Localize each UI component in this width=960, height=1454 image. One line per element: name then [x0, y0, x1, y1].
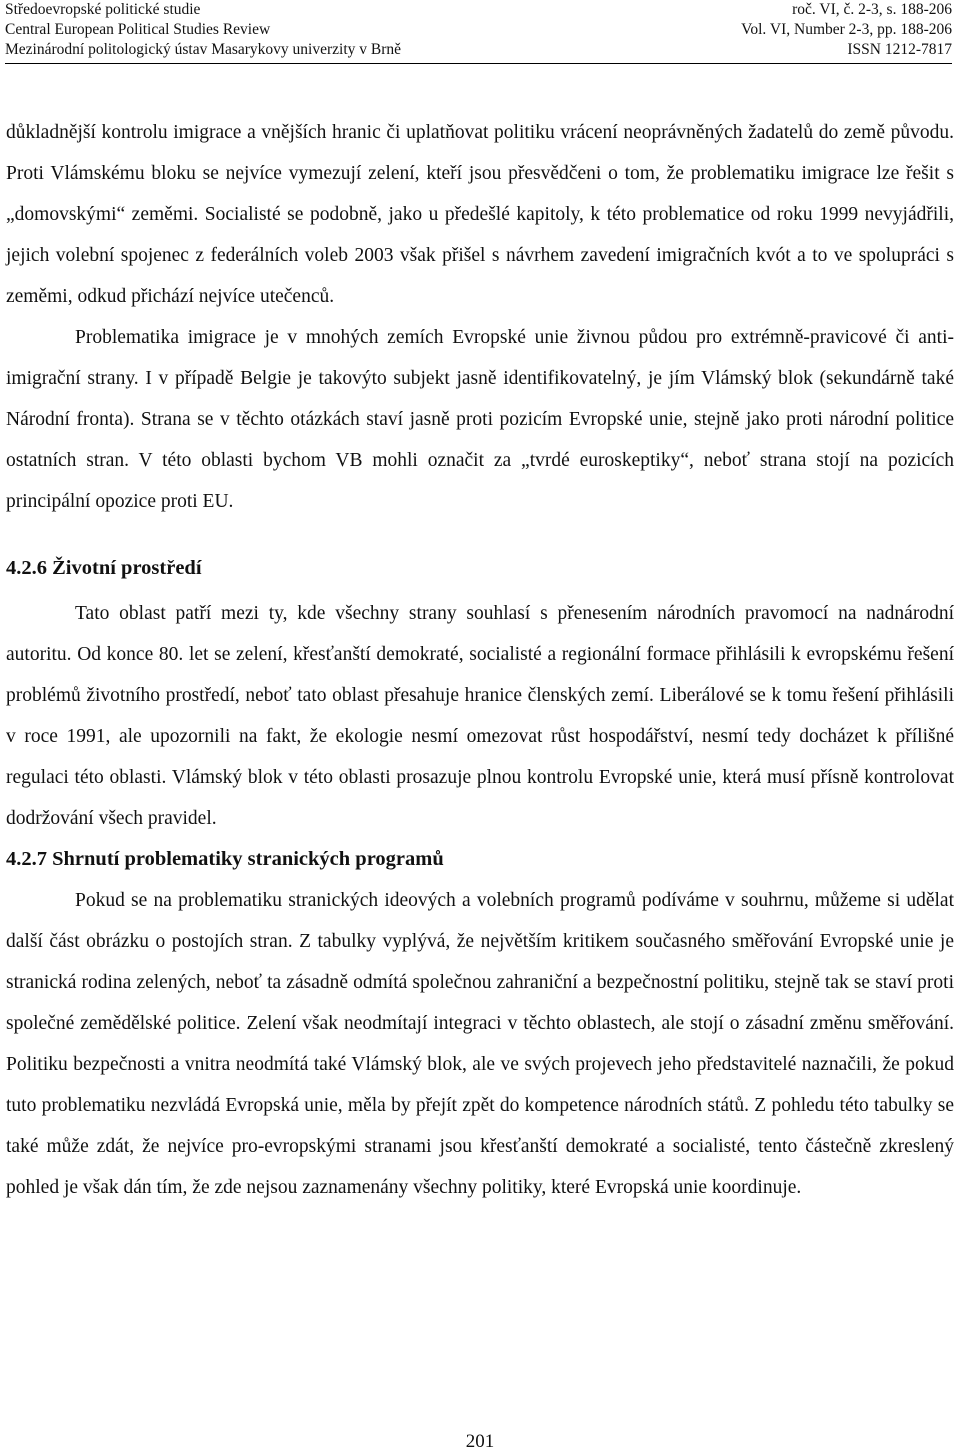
page-number: 201: [465, 1431, 495, 1452]
header-row-1: [5, 0, 952, 20]
journal-header: [5, 0, 952, 64]
volume-info-en: Vol. VI, Number 2-3, pp. 188-206: [741, 21, 952, 38]
paragraph-summary: Pokud se na problematiku stranických ideových a volebních programů podíváme v souhrnu, můžeme si udělat další část obrázku o postojích stran. Z tabulky vyplývá, že největším kritikem současného směřování Evropské unie je stranická rodina zelených, neboť ta zásadně odmítá společnou zahraniční a bezpečnostní politiku, stejně tak se staví proti společné zemědělské politice. Zelení však neodmítají integraci v těchto oblastech, ale stojí o zásadní změnu směřování. Politiku bezpečnosti a vnitra neodmítá také Vlámský blok, ale ve svých projevech jeho představitelé naznačili, že pokud tuto problematiku nezvládá Evropská unie, měla by přejít zpět do kompetence národních států. Z pohledu této tabulky se také může zdát, že nejvíce pro-evropskými stranami jsou křesťanští demokraté a socialisté, tento částečně zkreslený pohled je však dán tím, že zde nejsou zaznamenány všechny politiky, které Evropská unie koordinuje.: [6, 890, 954, 1198]
header-row-2: [5, 20, 952, 40]
volume-info-cz: roč. VI, č. 2-3, s. 188-206: [792, 1, 952, 18]
paragraph-environment: Tato oblast patří mezi ty, kde všechny strany souhlasí s přenesením národních pravomocí na nadnárodní autoritu. Od konce 80. let se zelení, křesťanští demokraté, socialisté a regionální formace přihlásili k evropskému řešení problémů životního prostředí, neboť tato oblast přesahuje hranice členských zemí. Liberálové se k tomu řešení přihlásili v roce 1991, ale upozornili na fakt, že ekologie nesmí omezovat růst hospodářství, nesmí tedy docházet k přílišné regulaci této oblasti. Vlámský blok v této oblasti prosazuje plnou kontrolu Evropské unie, která musí přísně kontrolovat dodržování všech pravidel.: [6, 603, 954, 829]
section-heading-summary: 4.2.7 Shrnutí problematiky stranických programů: [6, 848, 444, 870]
paragraph-immigration: Problematika imigrace je v mnohých zemích Evropské unie živnou půdou pro extrémně-pravicové či anti-imigrační strany. I v případě Belgie je takovýto subjekt jasně identifikovatelný, je jím Vlámský blok (sekundárně také Národní fronta). Strana se v těchto otázkách staví jasně proti pozicím Evropské unie, stejně jako proti národní politice ostatních stran. V této oblasti bychom VB mohli označit za „tvrdé euroskeptiky“, neboť strana stojí na pozicích principální opozice proti EU.: [6, 327, 954, 512]
header-row-3: [5, 40, 952, 60]
paragraph-continued: důkladnější kontrolu imigrace a vnějších hranic či uplatňovat politiku vrácení neoprávněných žadatelů do země původu. Proti Vlámskému bloku se nejvíce vymezují zelení, kteří jsou přesvědčeni o tom, že problematiku imigrace lze řešit s „domovskými“ zeměmi. Socialisté se podobně, jako u předešlé kapitoly, k této problematice od roku 1999 nevyjádřili, jejich volební spojenec z federálních voleb 2003 však přišel s návrhem zavedení imigračních kvót a to ve spolupráci s zeměmi, odkud přichází nejvíce utečenců.: [6, 122, 954, 307]
issn: ISSN 1212-7817: [847, 41, 952, 58]
journal-title-en: Central European Political Studies Review: [5, 21, 271, 38]
section-heading-environment: 4.2.6 Životní prostředí: [6, 557, 202, 579]
journal-title-cz: Středoevropské politické studie: [5, 1, 201, 18]
publisher: Mezinárodní politologický ústav Masarykovy univerzity v Brně: [5, 41, 402, 58]
article-body: [6, 112, 954, 1208]
